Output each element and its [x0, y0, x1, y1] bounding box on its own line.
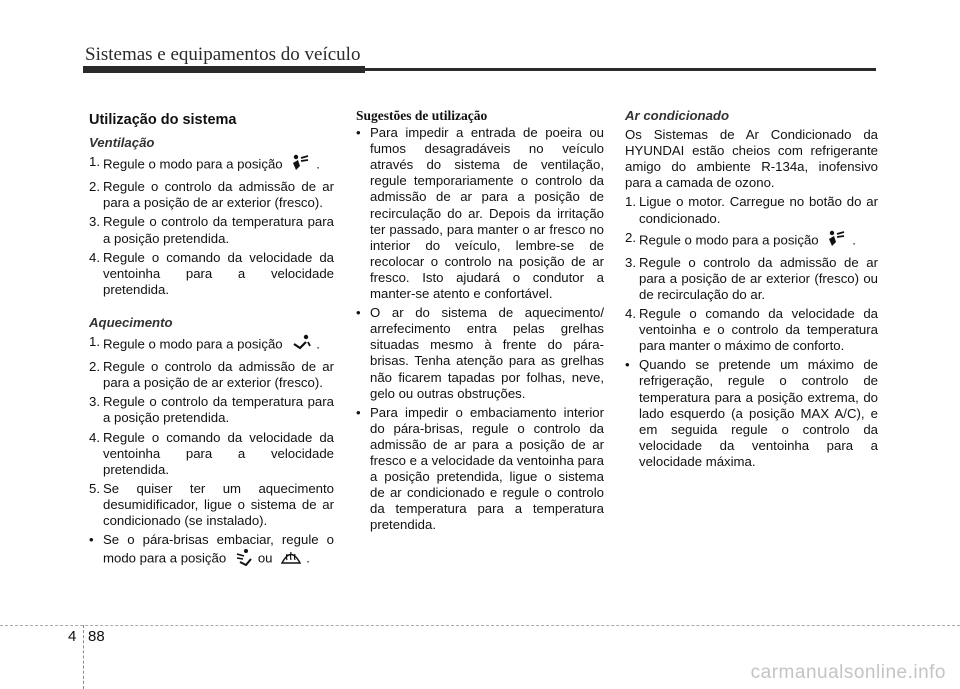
list-item-text: Regule o comando da velocidade da ventoinha para a velocidade pretendida. — [103, 429, 334, 477]
page-number: 88 — [88, 628, 105, 645]
list-item — [89, 430, 334, 478]
list-item — [356, 125, 604, 302]
list-item-text: Regule o controlo da temperatura para a posição pretendida. — [103, 394, 334, 426]
list-item-text: O ar do sistema de aquecimento/ arrefecimento entra pelas grelhas situadas mesmo à frente do pára-brisas. Tenha atenção para as grelhas não ficarem tapadas por folhas, neve, gelo ou outras obstruções. — [370, 305, 604, 401]
list-marker: 1. — [89, 154, 100, 170]
list-marker: 2. — [89, 359, 100, 375]
list-marker: 3. — [89, 214, 100, 230]
list-item-text: Regule o modo para a posição — [639, 232, 819, 248]
list-item — [89, 532, 334, 570]
column-3 — [625, 108, 878, 473]
list-item — [89, 334, 334, 356]
chapter-number: 4 — [68, 628, 77, 645]
footer-vertical-divider — [83, 625, 84, 689]
list-item-text: Ligue o motor. Carregue no botão do ar condicionado. — [639, 194, 878, 226]
list-marker: • — [356, 305, 361, 321]
ar-condicionado-title: Ar condicionado — [625, 108, 730, 123]
list-item-text: Regule o modo para a posição — [103, 336, 283, 352]
tips-title: Sugestões de utilização — [356, 108, 488, 123]
list-marker: • — [89, 532, 94, 548]
list-item-suffix: . — [316, 336, 320, 352]
list-item — [625, 230, 878, 252]
list-item — [89, 359, 334, 391]
list-item-text: Se o pára-brisas embaciar, regule o modo para a posição — [103, 532, 334, 566]
aquecimento-title: Aquecimento — [89, 314, 173, 330]
list-marker: • — [356, 404, 361, 420]
spacer — [89, 301, 334, 315]
list-marker: 2. — [625, 229, 636, 245]
list-item — [89, 394, 334, 426]
watermark: carmanualsonline.info — [750, 662, 946, 683]
list-item — [625, 306, 878, 354]
list-item — [89, 179, 334, 211]
list-marker: • — [625, 357, 630, 373]
intro-paragraph: Os Sistemas de Ar Condicionado da HYUNDAI estão cheios com refrigerante amigo do ambiente R-134a, inofensivo para a camada de ozono. — [625, 127, 878, 191]
list-item-text: Quando se pretende um máximo de refrigeração, regule o controlo de temperatura para a posição extrema, do lado esquerdo (a posição MAX A/C), e em seguida regule o controlo da velocidade da ventoinha para a velocidade máxima. — [639, 357, 878, 469]
defrost-mode-icon — [280, 548, 302, 570]
list-marker: • — [356, 125, 361, 141]
list-item — [625, 357, 878, 470]
header-rule-accent — [83, 66, 365, 73]
list-marker: 3. — [625, 254, 636, 270]
list-item — [625, 194, 878, 226]
list-item-text: Regule o controlo da admissão de ar para a posição de ar exterior (fresco). — [103, 179, 334, 211]
column-2 — [356, 108, 604, 536]
list-marker: 5. — [89, 480, 100, 496]
list-item-text: Regule o controlo da admissão de ar para a posição de ar exterior (fresco). — [103, 359, 334, 391]
list-marker: 4. — [89, 429, 100, 445]
face-vent-mode-icon — [290, 154, 312, 176]
list-item — [89, 250, 334, 298]
list-item-suffix: . — [852, 232, 856, 248]
list-item-mid: ou — [257, 550, 273, 566]
list-item — [356, 305, 604, 402]
floor-vent-mode-icon — [290, 334, 312, 356]
column-1 — [89, 108, 334, 573]
list-marker: 2. — [89, 179, 100, 195]
list-item — [356, 405, 604, 534]
list-item-text: Regule o controlo da temperatura para a posição pretendida. — [103, 214, 334, 246]
list-item-text: Regule o controlo da admissão de ar para a posição de ar exterior (fresco) ou de recirculação do ar. — [639, 254, 878, 302]
list-marker: 4. — [89, 249, 100, 265]
list-item-text: Para impedir a entrada de poeira ou fumos desagradáveis no veículo através do sistema de ventilação, regule temporariamente o controlo da admissão de ar para a posição de recirculação do ar. Depois da irritação ter passado, para manter o ar fresco no interior do veículo, lembre-se de recolocar o controlo na posição de ar fresco. Isto ajudará o condutor a manter-se atento e confortável. — [370, 125, 604, 302]
list-item-text: Regule o modo para a posição — [103, 156, 283, 172]
list-item-text: Regule o comando da velocidade da ventoinha e o controlo da temperatura para manter o máximo de conforto. — [639, 306, 878, 354]
face-vent-mode-icon — [826, 230, 848, 252]
list-item — [89, 481, 334, 529]
section-title: Utilização do sistema — [89, 112, 237, 128]
list-marker: 4. — [625, 306, 636, 322]
list-marker: 1. — [89, 334, 100, 350]
list-item-suffix: . — [306, 550, 310, 566]
list-item-text: Se quiser ter um aquecimento desumidificador, ligue o sistema de ar condicionado (se instalado). — [103, 480, 334, 528]
list-item — [89, 214, 334, 246]
footer-divider — [0, 625, 960, 626]
list-item — [625, 255, 878, 303]
list-item-suffix: . — [316, 156, 320, 172]
ventilacao-title: Ventilação — [89, 135, 155, 151]
floor-defrost-mode-icon — [234, 548, 254, 570]
list-item-text: Regule o comando da velocidade da ventoinha para a velocidade pretendida. — [103, 249, 334, 297]
list-marker: 1. — [625, 194, 636, 210]
list-marker: 3. — [89, 394, 100, 410]
page-header-title: Sistemas e equipamentos do veículo — [85, 44, 361, 65]
list-item-text: Para impedir o embaciamento interior do pára-brisas, regule o controlo da admissão de ar para a posição de ar fresco e a velocidade da ventoinha para a posição pretendida, ligue o sistema de ar condicionado e regule o controlo da temperatura para a temperatura pretendida. — [370, 404, 604, 533]
list-item — [89, 154, 334, 176]
